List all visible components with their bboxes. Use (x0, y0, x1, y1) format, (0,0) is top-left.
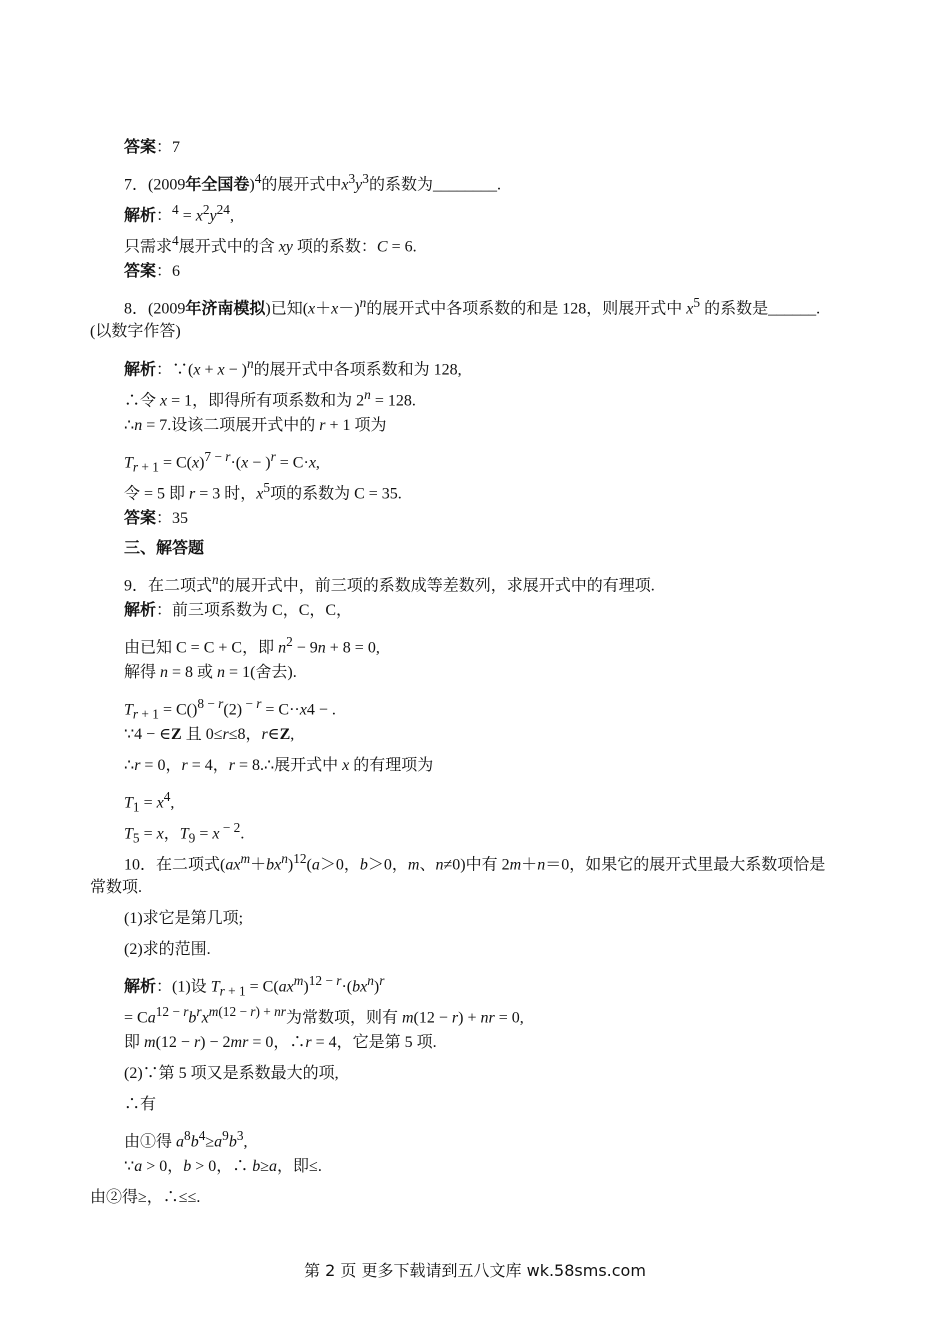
text-line: 答案：35 (124, 510, 189, 527)
text-line: (1)求它是第几项; (124, 910, 244, 927)
text-line: 由②得≥，∴≤≤. (90, 1189, 201, 1206)
text-line: $T_5 = x$，$T_9 = x$ $^{- 2}$. (124, 820, 245, 846)
text-line: 解析：(1)设 $T_{r + 1} = C(ax^m)^{12 - r}\cdot(bx^n)^r$ (124, 973, 385, 999)
text-line: ∴令 x = 1，即得所有项系数和为 $2^n = 128$. (124, 387, 416, 410)
text-line: (2)∵第 5 项又是系数最大的项, (124, 1065, 339, 1082)
text-line: $T_{r + 1} = C(x)^{7 - r}\cdot(x - )^r = C\cdot x$, (124, 449, 320, 475)
text-line: 8．(2009年济南模拟)已知$(x+x-)^n$的展开式中各项系数的和是 128，则展开式中 $x^5$ 的系数是______. (124, 295, 821, 318)
text-line: 三、解答题 (124, 540, 205, 557)
text-line: 只需求$^4$展开式中的含 xy 项的系数：C = 6. (124, 233, 417, 256)
text-line: 常数项. (90, 879, 143, 896)
text-line: ∴r = 0，r = 4，r = 8.∴展开式中 x 的有理项为 (124, 757, 434, 774)
text-line: 由已知 C = C + C，即 $n^2 - 9n + 8 = 0$, (124, 634, 380, 657)
text-line: ∴有 (124, 1096, 157, 1113)
text-line: = $Ca^{12 - r}b^rx^{m(12 - r) + nr}$为常数项，则有 m(12 − r) + nr = 0, (124, 1004, 524, 1027)
text-line: 答案：6 (124, 263, 181, 280)
text-line: 解析：前三项系数为 C，C，C， (124, 602, 353, 619)
text-line: ∵4 − ∈Z 且 0≤r≤8，r∈Z, (124, 726, 295, 743)
text-line: 解析：$^4 = x^2y^{24}$, (124, 202, 234, 225)
text-line: $T_{r + 1} = C()^{8 - r}(2) ^{- r} = C\cdot\cdot x4$ − . (124, 696, 336, 722)
text-line: 9．在二项式$^n$的展开式中，前三项的系数成等差数列，求展开式中的有理项. (124, 572, 655, 595)
text-line: 令 = 5 即 r = 3 时，$x^5$项的系数为 C = 35. (124, 480, 402, 503)
text-line: 答案：7 (124, 139, 181, 156)
text-line: 由①得 $a^8b^4\ge a^9b^3$, (124, 1128, 248, 1151)
text-line: ∵a > 0，b > 0，∴ b≥a，即≤. (124, 1158, 322, 1175)
page-footer: 第 2 页 更多下载请到五八文库 wk.58sms.com (304, 1261, 646, 1280)
text-line: 即 m(12 − r) − 2mr = 0，∴r = 4，它是第 5 项. (124, 1034, 437, 1051)
text-line: 解析：∵(x + x − )$^n$的展开式中各项系数和为 128, (124, 356, 462, 379)
text-line: (2)求的范围. (124, 941, 211, 958)
text-line: $T_1 = x^4$, (124, 789, 175, 815)
text-line: (以数字作答) (90, 323, 181, 340)
text-line: 解得 n = 8 或 n = 1(舍去). (124, 664, 297, 681)
text-line: 7．(2009年全国卷)$^4$的展开式中$x^3y^3$的系数为________. (124, 171, 501, 194)
text-line: 10．在二项式$(ax^m+bx^n)^{12}(a>0$，b＞0，m、n≠0)中有 2m＋n＝0，如果它的展开式里最大系数项恰是 (124, 851, 826, 874)
text-line: ∴n = 7.设该二项展开式中的 r + 1 项为 (124, 417, 387, 434)
